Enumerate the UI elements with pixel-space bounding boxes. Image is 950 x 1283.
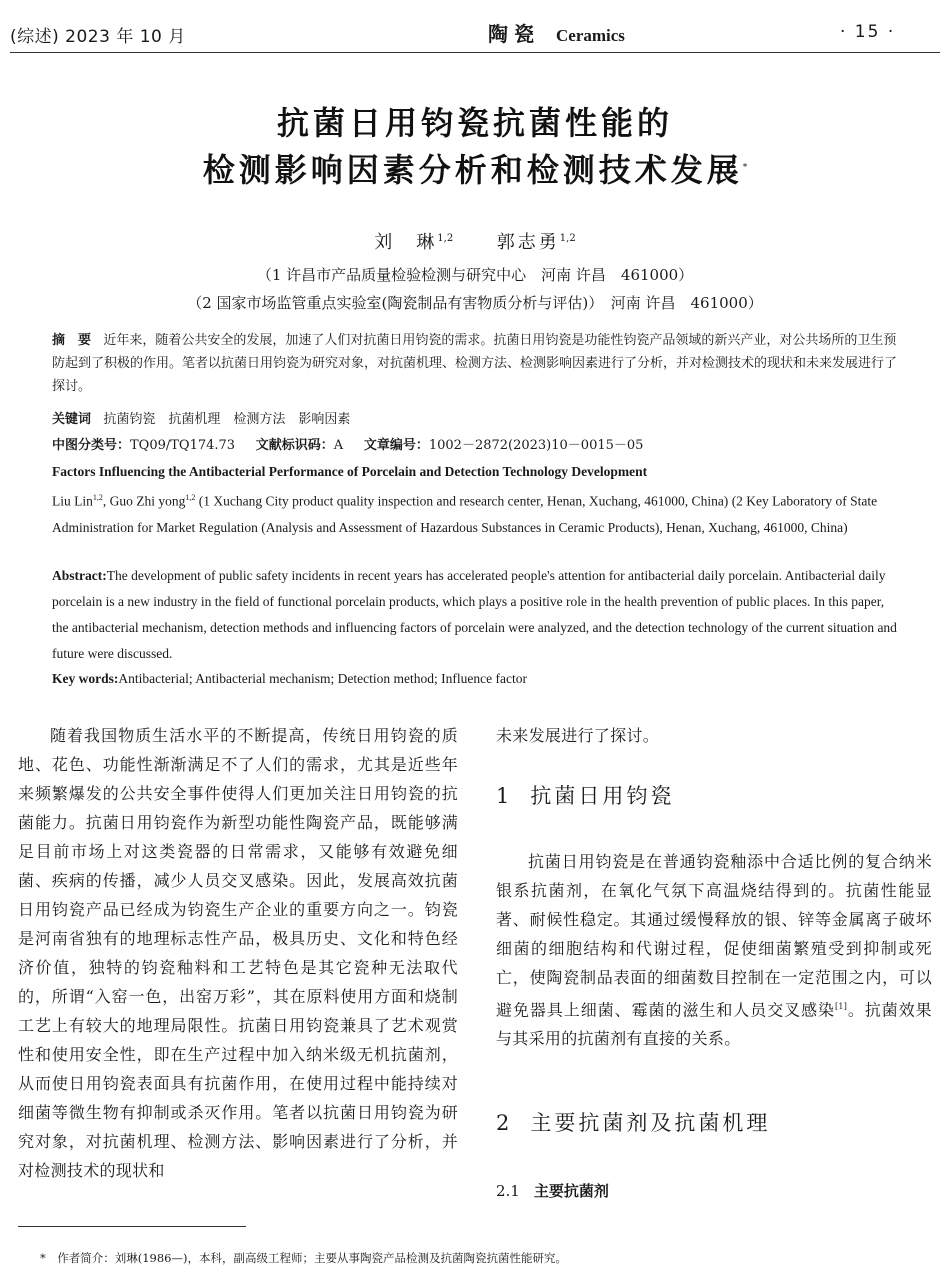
journal-name-cn: 陶瓷 [488,22,540,46]
keywords-cn-text: 抗菌钧瓷 抗菌机理 检测方法 影响因素 [103,412,351,427]
page-number: · 15 · [840,22,896,42]
section-2-number: 2 [496,1111,513,1135]
subsection-2-1-title: 主要抗菌剂 [533,1182,609,1200]
journal-name-en: Ceramics [556,26,625,45]
section-1-paragraph [496,847,932,1053]
clc-label: 中图分类号： [52,438,131,453]
section-1-text-b: 。抗菌效果与其采用的抗菌剂有直接的关系。 [496,1000,932,1049]
affiliation-2: （2 国家市场监管重点实验室(陶瓷制品有害物质分析与评估)） 河南 许昌 461000） [187,294,763,312]
abstract-cn-text: 近年来，随着公共安全的发展，加速了人们对抗菌日用钧瓷的需求。抗菌日用钧瓷是功能性钧瓷产品领域的新兴产业，对公共场所的卫生预防起到了积极的作用。笔者以抗菌日用钧瓷为研究对象，对抗菌机理、检测方法、检测影响因素进行了分析，并对检测技术的现状和未来发展进行了探讨。 [52,333,898,394]
journal-name [488,18,625,47]
english-title: Factors Influencing the Antibacterial Performance of Porcelain and Detection Technology Development [52,464,648,479]
section-1-title: 抗菌日用钧瓷 [530,784,675,808]
article-title-line-1: 抗菌日用钧瓷抗菌性能的 [276,104,673,142]
section-1-heading [496,780,674,810]
subsection-2-1-heading [496,1180,609,1201]
keywords-cn [52,408,900,431]
subsection-2-1-number: 2.1 [496,1182,520,1200]
english-keywords-text: Antibacterial; Antibacterial mechanism; Detection method; Influence factor [118,671,527,686]
citation-1: [1] [835,1002,848,1011]
article-title-line-2 [0,145,950,191]
english-author-1: Liu Lin [52,493,93,509]
footnote-divider [18,1226,246,1227]
section-1-text-a: 抗菌日用钧瓷是在普通钧瓷釉添中合适比例的复合纳米银系抗菌剂，在氧化气氛下高温烧结得到的。抗菌性能显著、耐候性稳定。其通过缓慢释放的银、锌等金属离子破坏细菌的细胞结构和代谢过程，促使细菌繁殖受到抑制或死亡，使陶瓷制品表面的细菌数目控制在一定范围之内，可以避免器具上细菌、霉菌的滋生和人员交叉感染 [496,852,932,1020]
english-authors: Liu Lin$^{1,2}$, Guo Zhi yong$^{1,2}$ (1 Xuchang City product quality inspection and research center, Henan, Xuchang, 461000, China) (2 Key Laboratory of State Administration for Market Regulation (Analysis and Assessment of Hazardous Substances in Ceramic Products), Henan, Xuchang, 461000, China) [52,493,878,535]
abstract-cn [52,329,900,398]
author-list [0,228,950,254]
english-abstract-text: The development of public safety incidents in recent years has accelerated people's attention for antibacterial daily porcelain. Antibacterial daily porcelain is a new industry in the field of functional porcelain products, which plays a positive role in the health prevention of public places. In this paper, the antibacterial mechanism, detection methods and influencing factors of porcelain were analyzed, and the detection technology of the current situation and future were discussed. [52,568,897,661]
abstract-cn-label: 摘 要 [52,333,92,348]
article-id-value: 1002－2872(2023)10－0015－05 [428,438,644,453]
running-header-issue: (综述) 2023 年 10 月 [10,27,186,47]
english-author-2: Guo Zhi yong [109,493,186,509]
section-2-title: 主要抗菌剂及抗菌机理 [530,1111,771,1135]
keywords-cn-label: 关键词 [52,412,92,427]
body-paragraph-intro: 随着我国物质生活水平的不断提高，传统日用钧瓷的质地、花色、功能性渐渐满足不了人们的需求，尤其是近些年来频繁爆发的公共安全事件使得人们更加关注日用钧瓷的抗菌能力。抗菌日用钧瓷作为新型功能性陶瓷产品，既能够满足目前市场上对这类瓷器的日常需求，又能够有效避免细菌、疾病的传播，减少人员交叉感染。因此，发展高效抗菌日用钧瓷产品已经成为钧瓷生产企业的重要方向之一。钧瓷是河南省独有的地理标志性产品，极具历史、文化和特色经济价值，独特的钧瓷釉料和工艺特色是其它瓷种无法取代的，所谓“入窑一色，出窑万彩”，其在原料使用方面和烧制工艺上有较大的地理局限性。抗菌日用钧瓷兼具了艺术观赏性和使用安全性，即在生产过程中加入纳米级无机抗菌剂，从而使日用钧瓷表面具有抗菌作用，在使用过程中能持续对细菌等微生物有抑制或杀灭作用。笔者以抗菌日用钧瓷为研究对象，对抗菌机理、检测方法、影响因素进行了分析，并对检测技术的现状和 [18,726,458,1180]
author-footnote: * 作者简介：刘琳(1986—)，本科，副高级工程师；主要从事陶瓷产品检测及抗菌陶瓷抗菌性能研究。 [40,1251,567,1265]
doc-code-value: A [333,438,344,453]
author-2-name: 郭志勇 [496,232,560,253]
section-1-number: 1 [496,784,513,808]
english-keywords-label: Key words: [52,671,119,686]
clc-value: TQ09/TQ174.73 [130,438,236,453]
english-abstract [52,563,900,667]
affiliation-1: （1 许昌市产品质量检验检测与研究中心 河南 许昌 461000） [256,266,694,284]
doc-code-label: 文献标识码： [255,438,334,453]
english-author-1-affil: 1,2 [92,493,103,502]
body-paragraph-intro-continued: 未来发展进行了探讨。 [496,726,660,745]
english-author-2-affil: 1,2 [185,493,196,502]
english-affiliation-1: (1 Xuchang City product quality inspection and research center, Henan, Xuchang, 461000, China) [198,493,729,509]
section-2-heading [496,1107,770,1137]
english-abstract-label: Abstract: [52,568,107,583]
author-2-affil: 1,2 [559,233,576,244]
classification-line [52,434,900,457]
author-1-name: 刘 琳 [374,232,438,253]
article-id-label: 文章编号： [363,438,429,453]
article-title-line-2-text: 检测影响因素分析和检测技术发展 [202,151,743,189]
header-divider [10,52,940,53]
title-footnote-mark: * [742,162,748,173]
author-1-affil: 1,2 [437,233,454,244]
english-keywords [52,667,900,690]
english-affiliation-2: (2 Key Laboratory of State Administration for Market Regulation (Analysis and Assessment of Hazardous Substances in Ceramic Products), Henan, Xuchang, 461000, China) [52,493,878,535]
